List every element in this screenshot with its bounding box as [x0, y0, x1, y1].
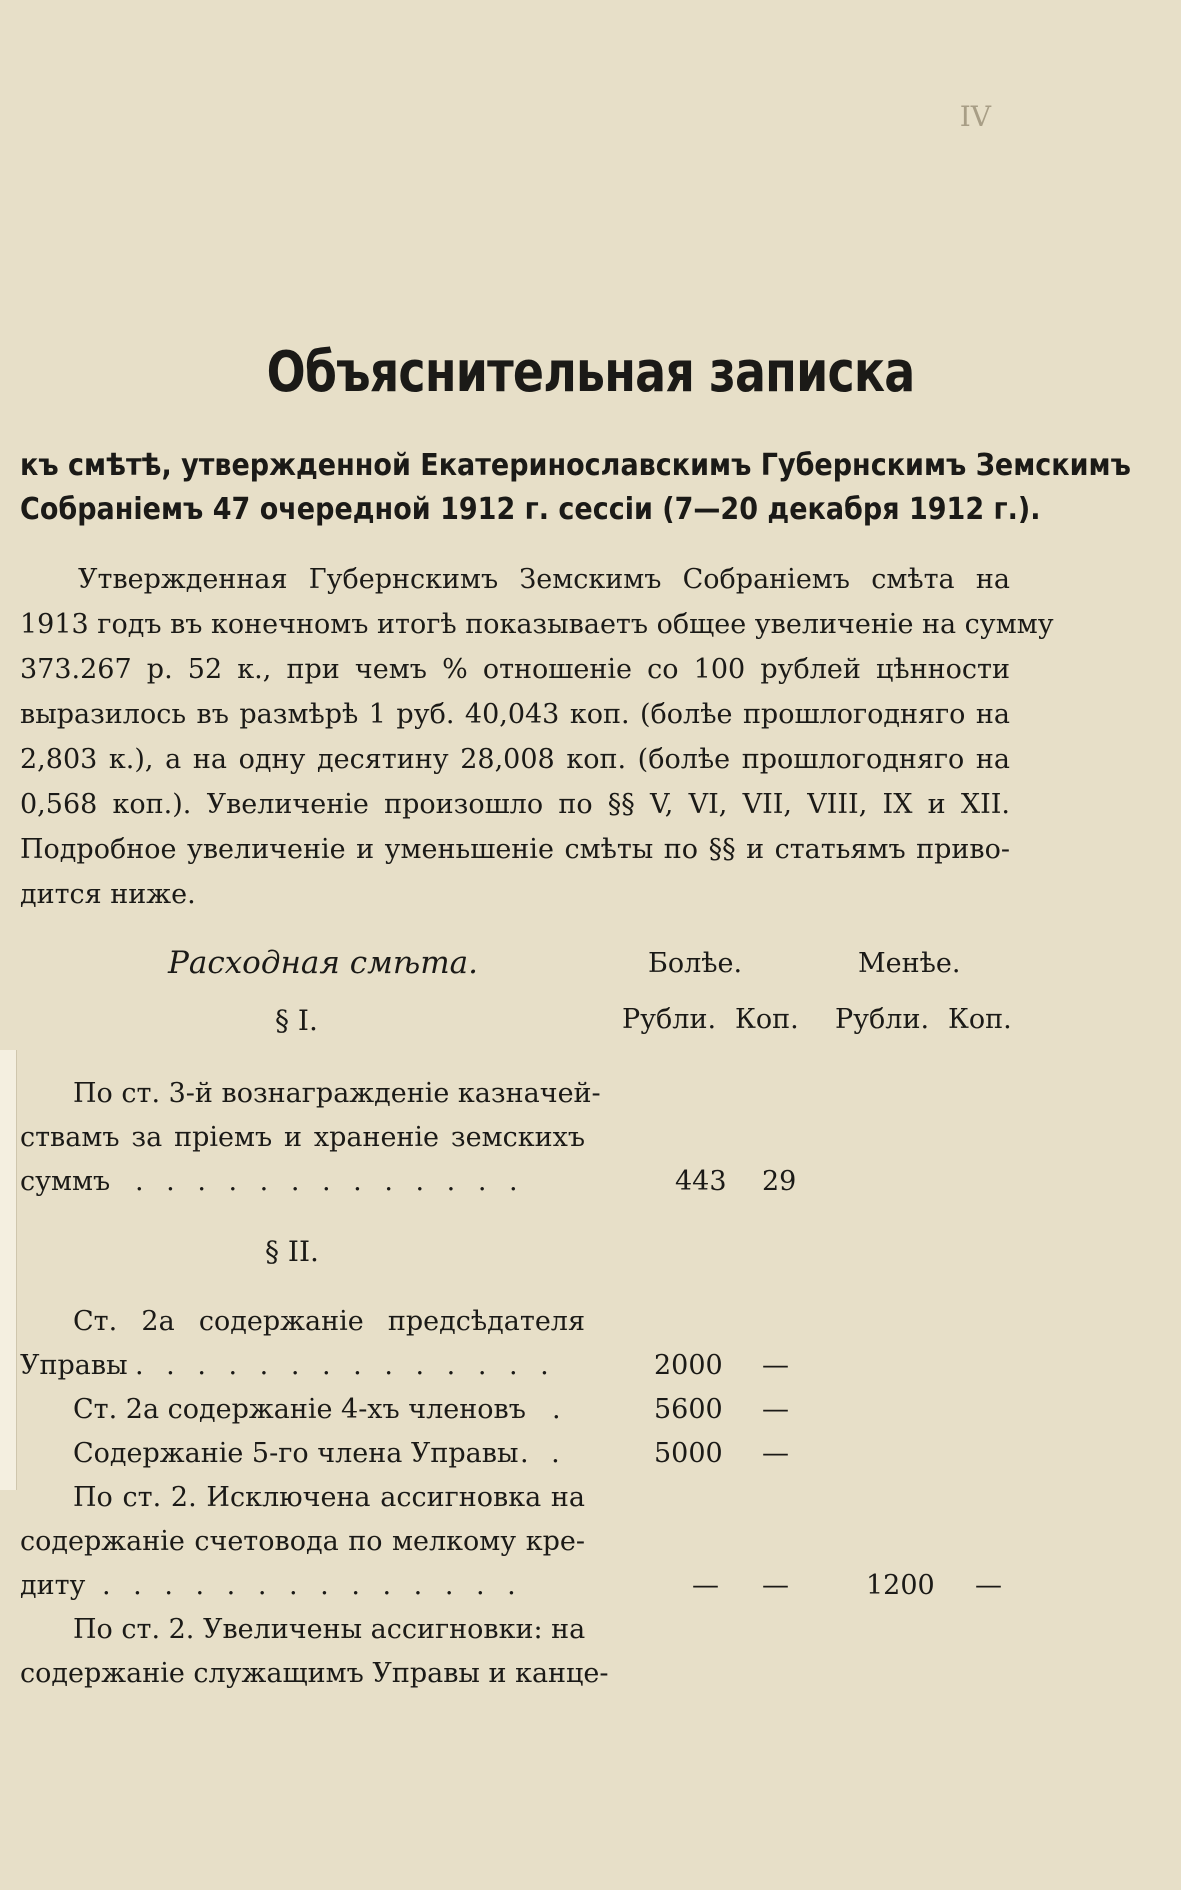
amount-rubles: 2000 [654, 1350, 723, 1381]
item-line: диту [20, 1570, 86, 1601]
amount-kopecks: — [762, 1438, 789, 1469]
amount-rubles: 5000 [654, 1438, 723, 1469]
amount-rubles: — [692, 1570, 719, 1601]
item-line: Содержаніе 5-го члена Управы [73, 1438, 519, 1469]
binding-edge [0, 1050, 17, 1490]
intro-line: 2,803 к.), а на одну десятину 28,008 коп. (болѣе прошлогодняго на [20, 744, 1010, 775]
intro-line: Подробное увеличеніе и уменьшеніе смѣты по §§ и статьямъ приво- [20, 834, 1010, 865]
item-line: суммъ [20, 1166, 111, 1197]
amount-rubles: 443 [675, 1166, 727, 1197]
item-line: содержаніе счетовода по мелкому кре- [20, 1526, 585, 1557]
less-amount-rubles: 1200 [866, 1570, 935, 1601]
intro-line: Утвержденная Губернскимъ Земскимъ Собраніемъ смѣта на [78, 564, 1010, 595]
item-line: ствамъ за пріемъ и храненіе земскихъ [20, 1122, 585, 1153]
intro-line: выразилось въ размѣрѣ 1 руб. 40,043 коп. (болѣе прошлогодняго на [20, 699, 1010, 730]
item-line: Управы [20, 1350, 128, 1381]
subtitle-line-2: Собраніемъ 47 очередной 1912 г. сессіи (7—20 декабря 1912 г.). [20, 492, 1041, 527]
section-label: § I. [275, 1004, 318, 1037]
item-line: Ст. 2а содержаніе предсѣдателя [73, 1306, 585, 1337]
more-column-header: Болѣе. [648, 948, 743, 979]
item-line: По ст. 2. Исключена ассигновка на [73, 1482, 585, 1513]
table-heading: Расходная смѣта. [168, 945, 478, 981]
item-line: Ст. 2а содержаніе 4-хъ членовъ [73, 1394, 526, 1425]
kopecks-header: Коп. [948, 1004, 1012, 1035]
dot-leader: . . . . . . . . . . . . . [135, 1166, 525, 1197]
item-line: По ст. 2. Увеличены ассигновки: на [73, 1614, 586, 1645]
amount-kopecks: — [762, 1570, 789, 1601]
amount-kopecks: 29 [762, 1166, 797, 1197]
amount-kopecks: — [762, 1394, 789, 1425]
rubles-header: Рубли. [835, 1004, 930, 1035]
amount-rubles: 5600 [654, 1394, 723, 1425]
intro-line: 373.267 р. 52 к., при чемъ % отношеніе со 100 рублей цѣнности [20, 654, 1010, 685]
dot-leader: . . . . . . . . . . . . . . [102, 1570, 523, 1601]
item-line: По ст. 3-й вознагражденіе казначей- [73, 1078, 601, 1109]
kopecks-header: Коп. [735, 1004, 799, 1035]
less-column-header: Менѣе. [858, 948, 961, 979]
amount-kopecks: — [762, 1350, 789, 1381]
item-line: содержаніе служащимъ Управы и канце- [20, 1658, 609, 1689]
intro-line: дится ниже. [20, 879, 196, 910]
dot-leader: . . . . . . . . . . . . . . [135, 1350, 556, 1381]
dot-leader: . [552, 1394, 561, 1425]
page-number: IV [959, 100, 991, 133]
intro-line: 1913 годъ въ конечномъ итогѣ показываетъ общее увеличеніе на сумму [20, 609, 1054, 640]
intro-line: 0,568 коп.). Увеличеніе произошло по §§ V, VI, VII, VIII, IX и XII. [20, 789, 1010, 820]
document-title: Объяснительная записка [266, 340, 915, 405]
dot-leader: . . [520, 1438, 567, 1469]
section-label: § II. [265, 1235, 319, 1268]
less-amount-kopecks: — [975, 1570, 1002, 1601]
rubles-header: Рубли. [622, 1004, 717, 1035]
subtitle-line-1: къ смѣтѣ, утвержденной Екатеринославскимъ Губернскимъ Земскимъ [20, 448, 1131, 483]
